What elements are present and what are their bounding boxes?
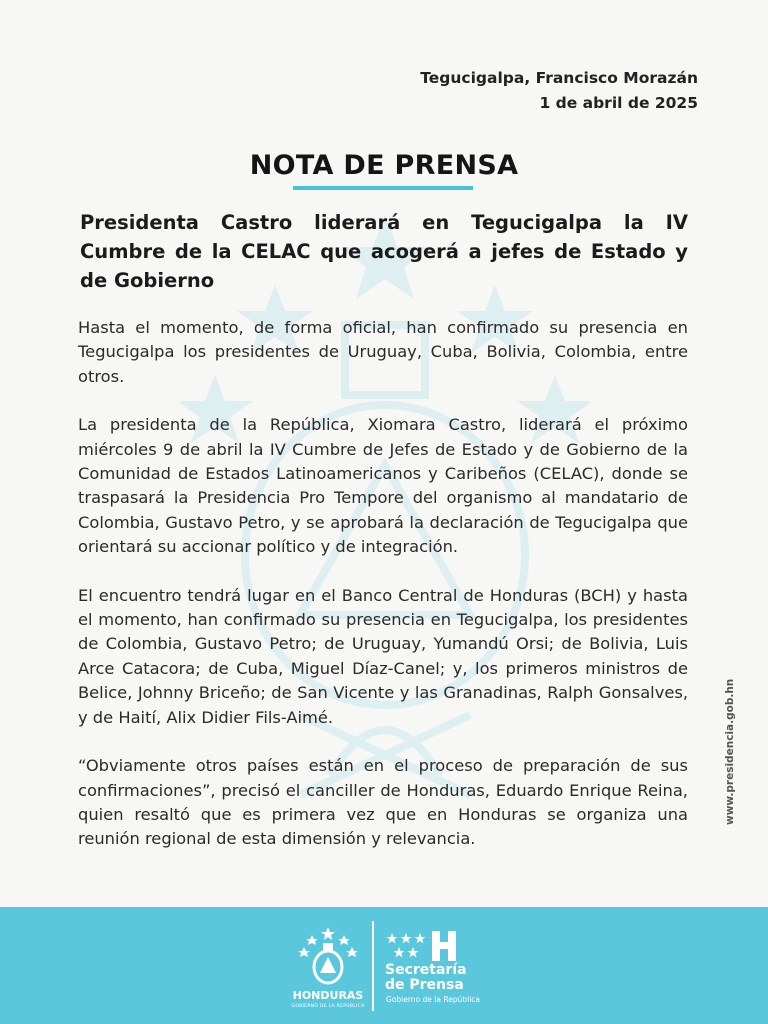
page-title: NOTA DE PRENSA <box>249 150 519 181</box>
dateline-place: Tegucigalpa, Francisco Morazán <box>420 69 698 87</box>
dateline <box>420 66 698 116</box>
paragraph: “Obviamente otros países están en el proceso de preparación de sus confirmaciones”, precisó el canciller de Honduras, Eduardo Enrique Reina, quien resaltó que es primera vez que en Honduras se organiza una reunión regional de esta dimensión y relevancia. <box>78 756 688 849</box>
emblem-sublabel: GOBIERNO DE LA REPÚBLICA <box>291 1004 365 1009</box>
emblem-label: HONDURAS <box>292 989 364 1002</box>
paragraph: El encuentro tendrá lugar en el Banco Central de Honduras (BCH) y hasta el momento, han confirmado su presencia en Tegucigalpa, los presidentes de Colombia, Gustavo Petro; de Uruguay, Yumandú Orsi; de Bolivia, Luis Arce Catacora; de Cuba, Miguel Díaz-Canel; y, los primeros ministros de Belice, Johnny Briceño; de San Vicente y las Granadinas, Ralph Gonsalves, y de Haití, Alix Didier Fils-Aimé. <box>78 585 688 727</box>
dateline-date: 1 de abril de 2025 <box>539 94 698 112</box>
side-url-text: www.presidencia.gob.hn <box>724 678 736 825</box>
paragraph: La presidenta de la República, Xiomara Castro, liderará el próximo miércoles 9 de abril la IV Cumbre de Jefes de Estado y de Gobierno de la Comunidad de Estados Latinoamericanos y Caribeños (CELAC), donde se traspasará la Presidencia Pro Tempore del organismo al mandatario de Colombia, Gustavo Petro, y se aprobará la declaración de Tegucigalpa que orientará su accionar político y de integración. <box>78 415 688 557</box>
logo-title-line2: de Prensa <box>385 977 464 993</box>
secretaria-prensa-logo-icon <box>386 929 466 963</box>
paragraph: Hasta el momento, de forma oficial, han confirmado su presencia en Tegucigalpa los presidentes de Uruguay, Cuba, Bolivia, Colombia, entre otros. <box>78 318 688 386</box>
side-url <box>724 678 736 825</box>
footer-divider <box>372 921 374 1011</box>
article-body <box>78 316 688 876</box>
logo-title-line1: Secretaría <box>385 962 467 978</box>
headline: Presidenta Castro liderará en Tegucigalpa la IV Cumbre de la CELAC que acogerá a jefes de Estado y de Gobierno <box>80 211 688 292</box>
footer-band <box>0 907 768 1024</box>
title-underline <box>293 186 473 190</box>
logo-subtitle: Gobierno de la República <box>386 995 481 1004</box>
